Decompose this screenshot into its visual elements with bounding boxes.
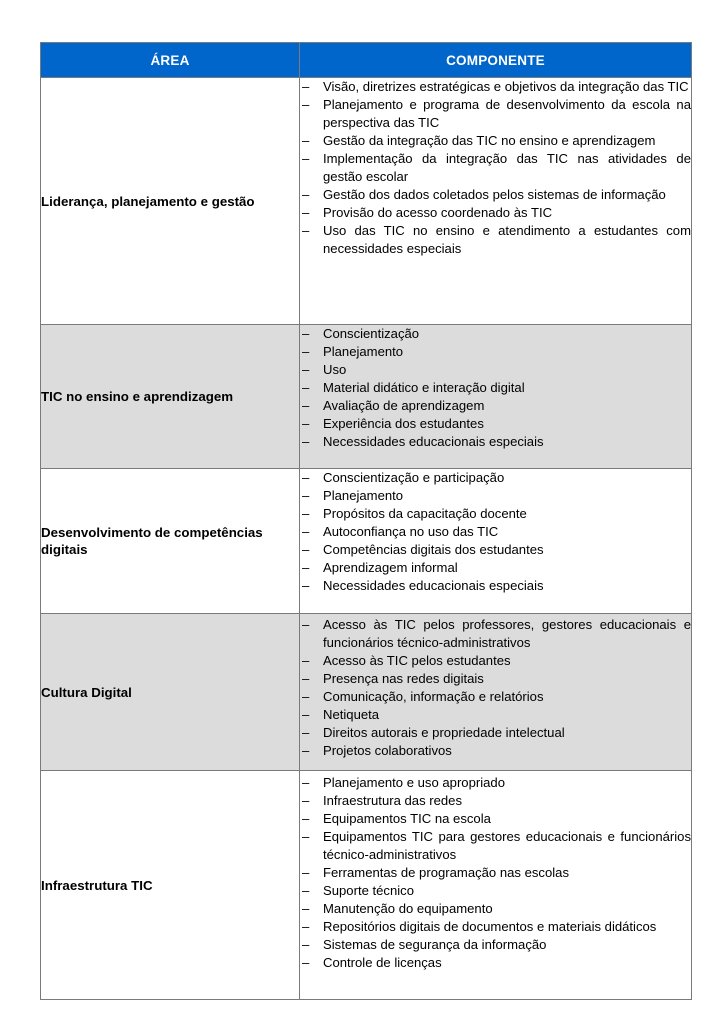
component-text: Infraestrutura das redes (323, 793, 463, 808)
dash-bullet: – (302, 617, 310, 632)
list-item (300, 186, 691, 204)
header-component: COMPONENTE (300, 43, 692, 78)
component-text: Sistemas de segurança da informação (323, 937, 547, 952)
list-item (300, 724, 691, 742)
component-cell (300, 469, 692, 614)
component-list (300, 78, 691, 258)
component-text: Acesso às TIC pelos professores, gestores educacionais e funcionários técnico-administrativos (323, 617, 691, 650)
component-text: Conscientização (323, 326, 420, 341)
component-list (300, 774, 691, 972)
dash-bullet: – (302, 326, 310, 341)
dash-bullet: – (302, 725, 310, 740)
component-text: Planejamento e uso apropriado (323, 775, 505, 790)
list-item (300, 541, 691, 559)
dash-bullet: – (302, 97, 310, 112)
component-text: Presença nas redes digitais (323, 671, 484, 686)
dash-bullet: – (302, 707, 310, 722)
list-item (300, 222, 691, 258)
component-text: Repositórios digitais de documentos e materiais didáticos (323, 919, 657, 934)
dash-bullet: – (302, 205, 310, 220)
list-item (300, 900, 691, 918)
dash-bullet: – (302, 470, 310, 485)
list-item (300, 204, 691, 222)
component-text: Ferramentas de programação nas escolas (323, 865, 569, 880)
dash-bullet: – (302, 416, 310, 431)
component-text: Conscientização e participação (323, 470, 505, 485)
component-text: Visão, diretrizes estratégicas e objetivos da integração das TIC (323, 79, 689, 94)
area-cell: Liderança, planejamento e gestão (41, 78, 300, 325)
list-item (300, 652, 691, 670)
list-item (300, 132, 691, 150)
list-item (300, 792, 691, 810)
component-text: Planejamento (323, 344, 404, 359)
list-item (300, 577, 691, 595)
list-item (300, 828, 691, 864)
list-item (300, 150, 691, 186)
dash-bullet: – (302, 187, 310, 202)
component-text: Equipamentos TIC para gestores educacionais e funcionários técnico-administrativos (323, 829, 691, 862)
dash-bullet: – (302, 689, 310, 704)
list-item (300, 559, 691, 577)
component-cell (300, 78, 692, 325)
dash-bullet: – (302, 578, 310, 593)
list-item (300, 864, 691, 882)
framework-table (40, 42, 692, 1000)
component-text: Direitos autorais e propriedade intelectual (323, 725, 565, 740)
component-text: Equipamentos TIC na escola (323, 811, 491, 826)
component-cell (300, 325, 692, 469)
list-item (300, 810, 691, 828)
list-item (300, 774, 691, 792)
list-item (300, 954, 691, 972)
component-text: Necessidades educacionais especiais (323, 434, 544, 449)
dash-bullet: – (302, 344, 310, 359)
dash-bullet: – (302, 653, 310, 668)
dash-bullet: – (302, 811, 310, 826)
dash-bullet: – (302, 151, 310, 166)
dash-bullet: – (302, 434, 310, 449)
dash-bullet: – (302, 506, 310, 521)
dash-bullet: – (302, 223, 310, 238)
list-item (300, 487, 691, 505)
dash-bullet: – (302, 524, 310, 539)
component-text: Planejamento e programa de desenvolvimento da escola na perspectiva das TIC (323, 97, 691, 130)
table-row (41, 78, 692, 325)
component-text: Provisão do acesso coordenado às TIC (323, 205, 553, 220)
dash-bullet: – (302, 901, 310, 916)
component-text: Experiência dos estudantes (323, 416, 484, 431)
component-text: Gestão da integração das TIC no ensino e aprendizagem (323, 133, 656, 148)
list-item (300, 670, 691, 688)
list-item (300, 96, 691, 132)
dash-bullet: – (302, 829, 310, 844)
list-item (300, 433, 691, 451)
list-item (300, 469, 691, 487)
component-text: Autoconfiança no uso das TIC (323, 524, 499, 539)
component-text: Projetos colaborativos (323, 743, 452, 758)
dash-bullet: – (302, 775, 310, 790)
dash-bullet: – (302, 79, 310, 94)
dash-bullet: – (302, 955, 310, 970)
area-cell: TIC no ensino e aprendizagem (41, 325, 300, 469)
list-item (300, 688, 691, 706)
dash-bullet: – (302, 133, 310, 148)
area-cell: Infraestrutura TIC (41, 771, 300, 1000)
list-item (300, 361, 691, 379)
component-text: Comunicação, informação e relatórios (323, 689, 544, 704)
dash-bullet: – (302, 542, 310, 557)
component-text: Avaliação de aprendizagem (323, 398, 485, 413)
component-text: Gestão dos dados coletados pelos sistemas de informação (323, 187, 666, 202)
component-text: Necessidades educacionais especiais (323, 578, 544, 593)
dash-bullet: – (302, 380, 310, 395)
list-item (300, 882, 691, 900)
component-cell (300, 771, 692, 1000)
component-list (300, 325, 691, 451)
list-item (300, 397, 691, 415)
dash-bullet: – (302, 865, 310, 880)
list-item (300, 616, 691, 652)
component-text: Controle de licenças (323, 955, 442, 970)
table-header-row (41, 43, 692, 78)
list-item (300, 523, 691, 541)
component-list (300, 616, 691, 760)
list-item (300, 505, 691, 523)
component-text: Uso (323, 362, 347, 377)
component-text: Acesso às TIC pelos estudantes (323, 653, 511, 668)
component-cell (300, 614, 692, 771)
list-item (300, 918, 691, 936)
list-item (300, 379, 691, 397)
component-text: Planejamento (323, 488, 404, 503)
table-row (41, 325, 692, 469)
component-text: Aprendizagem informal (323, 560, 458, 575)
component-text: Manutenção do equipamento (323, 901, 493, 916)
dash-bullet: – (302, 883, 310, 898)
list-item (300, 415, 691, 433)
header-area: ÁREA (41, 43, 300, 78)
list-item (300, 343, 691, 361)
list-item (300, 742, 691, 760)
dash-bullet: – (302, 937, 310, 952)
component-text: Netiqueta (323, 707, 380, 722)
component-text: Material didático e interação digital (323, 380, 525, 395)
table-row (41, 771, 692, 1000)
dash-bullet: – (302, 671, 310, 686)
component-text: Propósitos da capacitação docente (323, 506, 527, 521)
dash-bullet: – (302, 793, 310, 808)
list-item (300, 936, 691, 954)
component-text: Implementação da integração das TIC nas atividades de gestão escolar (323, 151, 691, 184)
list-item (300, 325, 691, 343)
dash-bullet: – (302, 743, 310, 758)
list-item (300, 706, 691, 724)
component-text: Uso das TIC no ensino e atendimento a estudantes com necessidades especiais (323, 223, 691, 256)
component-list (300, 469, 691, 595)
dash-bullet: – (302, 398, 310, 413)
dash-bullet: – (302, 919, 310, 934)
component-text: Suporte técnico (323, 883, 414, 898)
area-cell: Cultura Digital (41, 614, 300, 771)
table-row (41, 614, 692, 771)
list-item (300, 78, 691, 96)
dash-bullet: – (302, 488, 310, 503)
area-cell: Desenvolvimento de competências digitais (41, 469, 300, 614)
table-row (41, 469, 692, 614)
dash-bullet: – (302, 362, 310, 377)
dash-bullet: – (302, 560, 310, 575)
component-text: Competências digitais dos estudantes (323, 542, 544, 557)
